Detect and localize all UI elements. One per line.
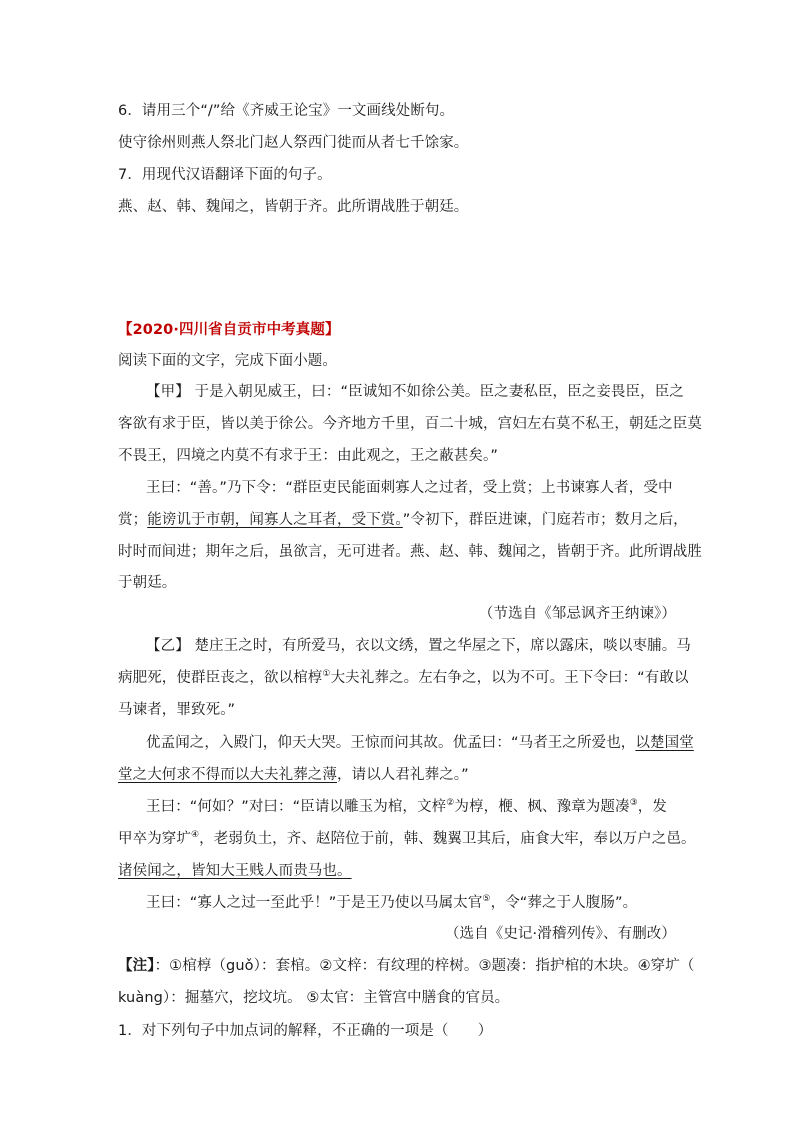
underlined-phrase: 诸侯闻之，皆知大王贱人而贵马也。: [118, 863, 352, 879]
text-span: 王曰：“寡人之过一至此乎！”于是王乃使以马属太官: [146, 895, 483, 911]
jia-line: 客欲有求于臣，皆以美于徐公。今齐地方千里，百二十城，宫妇左右莫不私王，朝廷之臣莫: [118, 416, 702, 432]
jia-line: 于朝廷。: [118, 575, 177, 591]
yi-source: （选自《史记·滑稽列传》、有删改）: [444, 926, 676, 942]
instruction: 阅读下面的文字，完成下面小题。: [118, 353, 337, 369]
text-span: 为椁，楩、枫、豫章为题凑: [454, 799, 630, 815]
footnote-mark: ⑤: [482, 894, 491, 905]
jia-line: 时时而间进；期年之后，虽欲言，无可进者。燕、赵、韩、魏闻之，皆朝于齐。此所谓战胜: [118, 544, 702, 560]
yi-line: [118, 765, 678, 785]
text-span: ：①棺椁（guǒ）：套棺。②文梓：有纹理的梓树。③题凑：指护棺的木块。④穿圹（: [154, 958, 695, 974]
yi-line: [146, 893, 706, 913]
question-7: 7．用现代汉语翻译下面的句子。: [118, 167, 332, 183]
question-1: 1．对下列句子中加点词的解释，不正确的一项是（ ）: [118, 1023, 493, 1039]
yi-line: [146, 797, 706, 817]
underlined-phrase: 以楚国堂: [635, 735, 694, 751]
question-6: 6．请用三个“/”给《齐威王论宝》一文画线处断句。: [118, 103, 455, 119]
footnote-mark: ④: [191, 830, 200, 841]
text-span: 优孟闻之，入殿门，仰天大哭。王惊而问其故。优孟曰：“马者王之所爱也，: [146, 735, 636, 751]
question-6-sentence: 使守徐州则燕人祭北门赵人祭西门徙而从者七千馀家。: [118, 135, 469, 151]
yi-line: [146, 733, 706, 753]
underlined-phrase: 堂之大何求不得而以大夫礼葬之薄: [118, 767, 337, 783]
text-span: 病肥死，使群臣丧之，欲以棺椁: [118, 670, 323, 686]
question-7-sentence: 燕、赵、韩、魏闻之，皆朝于齐。此所谓战胜于朝廷。: [118, 199, 469, 215]
text-span: ”令初下，群臣进谏，门庭若市；数月之后，: [402, 512, 688, 528]
jia-line: [118, 510, 688, 530]
text-span: 甲卒为穿圹: [118, 831, 191, 847]
note-line: [118, 956, 695, 976]
yi-line: [118, 861, 678, 881]
note-label: 【注】: [118, 958, 155, 974]
jia-line: 不畏王，四境之内莫不有求于王：由此观之，王之蔽甚矣。”: [118, 448, 498, 464]
footnote-mark: ③: [629, 798, 638, 809]
yi-line: [118, 668, 689, 688]
text-span: 赏；: [118, 512, 148, 528]
jia-source: （节选自《邹忌讽齐王纳谏》）: [478, 606, 676, 622]
footnote-mark: ②: [446, 798, 455, 809]
yi-line: 【乙】 楚庄王之时，有所爱马，衣以文绣，置之华屋之下，席以露床，啖以枣脯。马: [146, 638, 691, 654]
yi-line: [118, 829, 696, 849]
text-span: ，请以人君礼葬之。”: [337, 767, 469, 783]
jia-line: 【甲】 于是入朝见威王，曰：“臣诚知不如徐公美。臣之妻私臣，臣之妾畏臣，臣之: [146, 384, 684, 400]
footnote-mark: ①: [322, 669, 331, 680]
text-span: ，老弱负土，齐、赵陪位于前，韩、魏翼卫其后，庙食大牢，奉以万户之邑。: [199, 831, 696, 847]
text-span: ，令“葬之于人腹肠”。: [490, 895, 638, 911]
yi-line: 马谏者，罪致死。”: [118, 702, 236, 718]
jia-line: 王曰：“善。”乃下令：“群臣吏民能面刺寡人之过者，受上赏；上书谏寡人者，受中: [146, 480, 673, 496]
text-span: ，发: [637, 799, 667, 815]
underlined-phrase: 能谤讥于市朝，闻寡人之耳者，受下赏。: [147, 512, 403, 528]
source-tag: 【2020·四川省自贡市中考真题】: [118, 322, 340, 338]
text-span: 大夫礼葬之。左右争之，以为不可。王下令曰：“有敢以: [330, 670, 689, 686]
text-span: 王曰：“何如？”对曰：“臣请以雕玉为棺，文梓: [146, 799, 447, 815]
note-line: kuàng）：掘墓穴，挖坟坑。 ⑤太官：主管宫中膳食的官员。: [118, 990, 510, 1006]
